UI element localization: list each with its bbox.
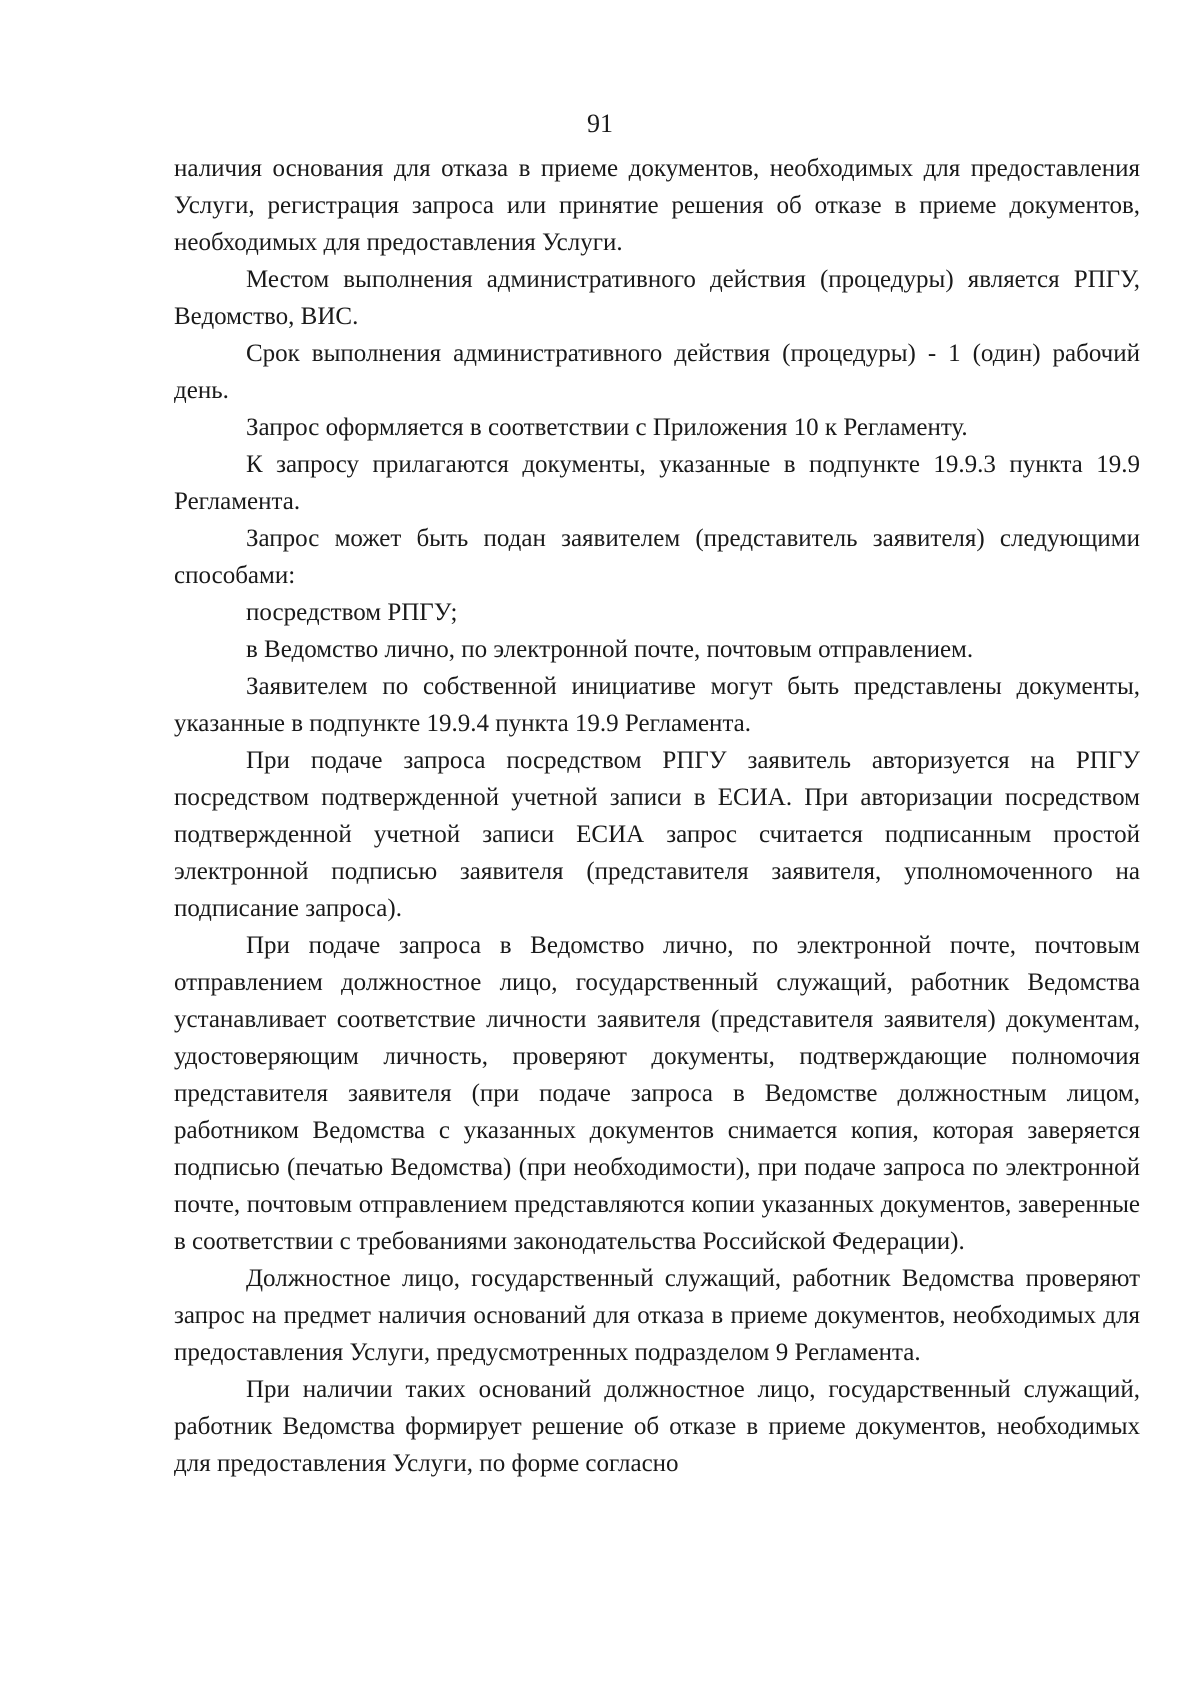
paragraph-method-rpgu: посредством РПГУ;: [246, 599, 458, 626]
page-number: 91: [587, 109, 613, 138]
paragraph-continuation: наличия основания для отказа в приеме документов, необходимых для предоставления Услуги, регистрация запроса или принятие решения об отказе в приеме документов, необходимых для предоставления Услуги.: [174, 155, 1140, 256]
paragraph-refusal-decision: При наличии таких оснований должностное лицо, государственный служащий, работник Ведомства формирует решение об отказе в приеме документов, необходимых для предоставления Услуги, по форме согласно: [174, 1376, 1140, 1477]
paragraph-rpgu-authorization: При подаче запроса посредством РПГУ заявитель авторизуется на РПГУ посредством подтвержденной учетной записи в ЕСИА. При авторизации посредством подтвержденной учетной записи ЕСИА запрос считается подписанным простой электронной подписью заявителя (представителя заявителя, уполномоченного на подписание запроса).: [174, 747, 1140, 922]
paragraph-submission-methods: Запрос может быть подан заявителем (представитель заявителя) следующими способами:: [174, 525, 1140, 589]
paragraph-own-initiative: Заявителем по собственной инициативе могут быть представлены документы, указанные в подпункте 19.9.4 пункта 19.9 Регламента.: [174, 673, 1140, 737]
paragraph-method-in-person: в Ведомство лично, по электронной почте, почтовым отправлением.: [246, 636, 974, 663]
paragraph-in-person-verification: При подаче запроса в Ведомство лично, по электронной почте, почтовым отправлением должностное лицо, государственный служащий, работник Ведомства устанавливает соответствие личности заявителя (представителя заявителя) документам, удостоверяющим личность, проверяют документы, подтверждающие полномочия представителя заявителя (при подаче запроса в Ведомстве должностным лицом, работником Ведомства с указанных документов снимается копия, которая заверяется подписью (печатью Ведомства) (при необходимости), при подаче запроса по электронной почте, почтовым отправлением представляются копии указанных документов, заверенные в соответствии с требованиями законодательства Российской Федерации).: [174, 932, 1140, 1255]
paragraph-attached-documents: К запросу прилагаются документы, указанные в подпункте 19.9.3 пункта 19.9 Регламента.: [174, 451, 1140, 515]
document-body: [174, 150, 1140, 1482]
paragraph-request-form: Запрос оформляется в соответствии с Приложения 10 к Регламенту.: [246, 414, 968, 441]
paragraph-place-of-action: Местом выполнения административного действия (процедуры) является РПГУ, Ведомство, ВИС.: [174, 266, 1140, 330]
paragraph-request-check: Должностное лицо, государственный служащий, работник Ведомства проверяют запрос на предмет наличия оснований для отказа в приеме документов, необходимых для предоставления Услуги, предусмотренных подразделом 9 Регламента.: [174, 1265, 1140, 1366]
paragraph-deadline: Срок выполнения административного действия (процедуры) - 1 (один) рабочий день.: [174, 340, 1140, 404]
